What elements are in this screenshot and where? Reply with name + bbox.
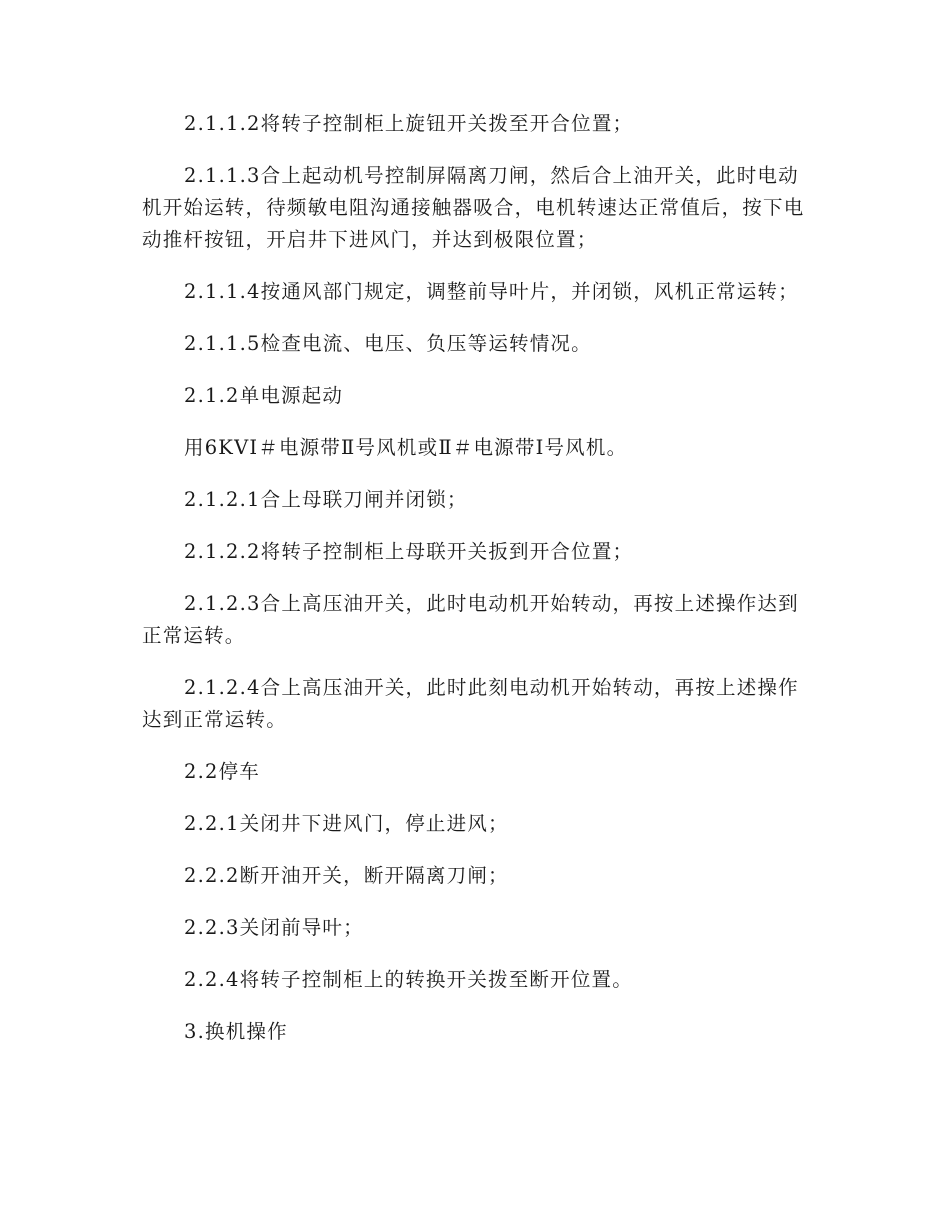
paragraph-2-1-2-4: 2.1.2.4合上高压油开关，此时此刻电动机开始转动，再按上述操作达到正常运转。 <box>142 676 799 731</box>
document-body <box>142 108 810 1068</box>
paragraph-2-2-1: 2.2.1关闭井下进风门，停止进风； <box>184 812 509 835</box>
paragraph-2-1-1-3: 2.1.1.3合上起动机号控制屏隔离刀闸，然后合上油开关，此时电动机开始运转，待频敏电阻沟通接触器吸合，电机转速达正常值后，按下电动推杆按钮，开启井下进风门，并达到极限位置； <box>142 164 805 251</box>
paragraph-2-1-1-5: 2.1.1.5检查电流、电压、负压等运转情况。 <box>184 332 592 355</box>
paragraph-2-2-2: 2.2.2断开油开关，断开隔离刀闸； <box>184 864 509 887</box>
paragraph-2-1-1-4: 2.1.1.4按通风部门规定，调整前导叶片，并闭锁，风机正常运转； <box>184 280 799 303</box>
paragraph-2-2-4: 2.2.4将转子控制柜上的转换开关拨至断开位置。 <box>184 968 633 991</box>
paragraph-2-2-3: 2.2.3关闭前导叶； <box>184 916 364 939</box>
heading-2-1-2: 2.1.2单电源起动 <box>184 384 344 407</box>
paragraph-2-1-2-3: 2.1.2.3合上高压油开关，此时电动机开始转动，再按上述操作达到正常运转。 <box>142 592 799 647</box>
paragraph-power-note: 用6KVⅠ＃电源带Ⅱ号风机或Ⅱ＃电源带Ⅰ号风机。 <box>184 436 628 459</box>
paragraph-2-1-2-1: 2.1.2.1合上母联刀闸并闭锁； <box>184 488 468 511</box>
paragraph-2-1-1-2: 2.1.1.2将转子控制柜上旋钮开关拨至开合位置； <box>184 112 634 135</box>
heading-2-2: 2.2停车 <box>184 760 261 783</box>
heading-3: 3.换机操作 <box>184 1020 288 1043</box>
paragraph-2-1-2-2: 2.1.2.2将转子控制柜上母联开关扳到开合位置； <box>184 540 634 563</box>
